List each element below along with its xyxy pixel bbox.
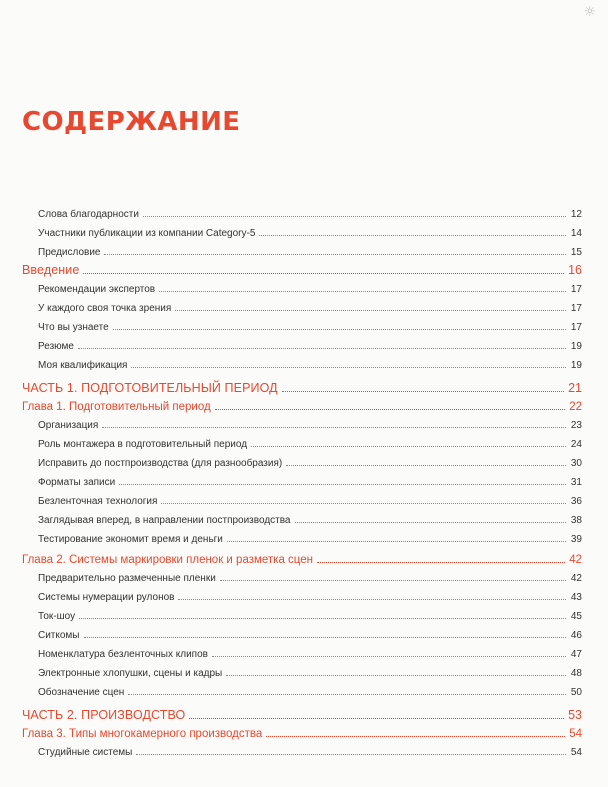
toc-entry bbox=[22, 648, 582, 661]
toc-entry bbox=[22, 400, 582, 414]
dot-leader bbox=[131, 359, 566, 368]
toc-entry-page: 48 bbox=[570, 668, 582, 679]
toc-entry bbox=[22, 667, 582, 680]
corner-mark: ☼ bbox=[583, 4, 596, 20]
toc-entry-title: Глава 3. Типы многокамерного производства bbox=[22, 728, 263, 740]
toc-entry-title: Введение bbox=[22, 263, 80, 277]
dot-leader bbox=[295, 514, 567, 523]
dot-leader bbox=[102, 419, 566, 428]
toc-entry-title: Тестирование экономит время и деньги bbox=[38, 534, 223, 545]
toc-entry bbox=[22, 438, 582, 451]
toc-entry-title: ЧАСТЬ 1. ПОДГОТОВИТЕЛЬНЫЙ ПЕРИОД bbox=[22, 381, 278, 395]
toc-entry-page: 30 bbox=[570, 458, 582, 469]
toc-entry-title: Глава 2. Системы маркировки пленок и разметка сцен bbox=[22, 554, 314, 566]
dot-leader bbox=[159, 283, 566, 292]
toc-entry bbox=[22, 746, 582, 759]
toc-entry-page: 42 bbox=[570, 573, 582, 584]
toc-entry-page: 21 bbox=[568, 381, 582, 395]
toc-entry-page: 46 bbox=[570, 630, 582, 641]
toc-entry-page: 23 bbox=[570, 420, 582, 431]
toc-entry bbox=[22, 208, 582, 221]
toc-entry bbox=[22, 708, 582, 723]
toc-entry-page: 17 bbox=[570, 322, 582, 333]
toc-entry-title: У каждого своя точка зрения bbox=[38, 303, 172, 314]
toc-entry-title: Что вы узнаете bbox=[38, 322, 109, 333]
toc-entry-page: 19 bbox=[570, 360, 582, 371]
toc-entry-page: 19 bbox=[570, 341, 582, 352]
dot-leader bbox=[178, 591, 566, 600]
dot-leader bbox=[226, 667, 566, 676]
dot-leader bbox=[136, 746, 566, 755]
toc-entry-title: Исправить до постпроизводства (для разнообразия) bbox=[38, 458, 283, 469]
toc-entry-title: Системы нумерации рулонов bbox=[38, 592, 175, 603]
dot-leader bbox=[83, 265, 564, 274]
toc-entry bbox=[22, 686, 582, 699]
toc-entry-title: Ток-шоу bbox=[38, 611, 76, 622]
dot-leader bbox=[212, 648, 566, 657]
dot-leader bbox=[189, 710, 564, 719]
toc-entry bbox=[22, 514, 582, 527]
dot-leader bbox=[282, 383, 564, 392]
dot-leader bbox=[79, 610, 566, 619]
dot-leader bbox=[143, 208, 566, 217]
toc-entry-title: ЧАСТЬ 2. ПРОИЗВОДСТВО bbox=[22, 708, 186, 722]
toc-entry-page: 54 bbox=[570, 747, 582, 758]
toc-entry-title: Студийные системы bbox=[38, 747, 133, 758]
toc-entry-title: Ситкомы bbox=[38, 630, 80, 641]
toc-entry bbox=[22, 495, 582, 508]
toc-entry-page: 43 bbox=[570, 592, 582, 603]
toc-entry bbox=[22, 572, 582, 585]
toc-entry-title: Организация bbox=[38, 420, 99, 431]
toc-entry bbox=[22, 476, 582, 489]
toc-entry bbox=[22, 227, 582, 240]
dot-leader bbox=[119, 476, 566, 485]
toc-entry bbox=[22, 246, 582, 259]
toc-entry-page: 39 bbox=[570, 534, 582, 545]
dot-leader bbox=[286, 457, 566, 466]
toc-entry-title: Электронные хлопушки, сцены и кадры bbox=[38, 668, 223, 679]
toc-entry-page: 12 bbox=[570, 209, 582, 220]
toc-entry-title: Заглядывая вперед, в направлении постпроизводства bbox=[38, 515, 291, 526]
toc-entry bbox=[22, 610, 582, 623]
toc-entry-page: 24 bbox=[570, 439, 582, 450]
toc-entry-title: Участники публикации из компании Category-5 bbox=[38, 228, 256, 239]
toc-entry-page: 17 bbox=[570, 303, 582, 314]
toc-entry bbox=[22, 340, 582, 353]
toc-entry-page: 36 bbox=[570, 496, 582, 507]
dot-leader bbox=[104, 246, 566, 255]
toc-entry bbox=[22, 533, 582, 546]
toc-entry-page: 47 bbox=[570, 649, 582, 660]
toc-entry bbox=[22, 457, 582, 470]
toc-entry bbox=[22, 283, 582, 296]
toc-entry-page: 22 bbox=[569, 401, 582, 413]
toc-entry-page: 54 bbox=[569, 728, 582, 740]
toc-entry-title: Номенклатура безленточных клипов bbox=[38, 649, 208, 660]
page-title: СОДЕРЖАНИЕ bbox=[22, 107, 241, 137]
dot-leader bbox=[161, 495, 566, 504]
toc-entry-title: Безленточная технология bbox=[38, 496, 158, 507]
toc-entry-page: 15 bbox=[570, 247, 582, 258]
toc-entry-page: 42 bbox=[569, 554, 582, 566]
toc-entry-title: Моя квалификация bbox=[38, 360, 128, 371]
toc-entry-title: Слова благодарности bbox=[38, 209, 139, 220]
toc-entry bbox=[22, 591, 582, 604]
dot-leader bbox=[128, 686, 566, 695]
dot-leader bbox=[220, 572, 566, 581]
dot-leader bbox=[215, 401, 566, 410]
toc-entry bbox=[22, 381, 582, 396]
toc-entry-page: 50 bbox=[570, 687, 582, 698]
dot-leader bbox=[227, 533, 566, 542]
toc-entry-page: 38 bbox=[570, 515, 582, 526]
toc-entry-title: Резюме bbox=[38, 341, 74, 352]
toc-entry-title: Рекомендации экспертов bbox=[38, 284, 156, 295]
dot-leader bbox=[113, 321, 566, 330]
toc-entry-page: 16 bbox=[568, 263, 582, 277]
toc-entry-page: 53 bbox=[568, 708, 582, 722]
toc-entry-title: Форматы записи bbox=[38, 477, 116, 488]
toc-entry-page: 45 bbox=[570, 611, 582, 622]
toc-entry-title: Глава 1. Подготовительный период bbox=[22, 401, 211, 413]
toc-entry bbox=[22, 321, 582, 334]
dot-leader bbox=[266, 728, 565, 737]
dot-leader bbox=[251, 438, 566, 447]
toc-entry bbox=[22, 629, 582, 642]
toc-entry bbox=[22, 302, 582, 315]
toc-entry-title: Предисловие bbox=[38, 247, 101, 258]
toc-entry-title: Роль монтажера в подготовительный период bbox=[38, 439, 248, 450]
dot-leader bbox=[259, 227, 566, 236]
toc-entry bbox=[22, 553, 582, 567]
table-of-contents bbox=[22, 208, 582, 759]
toc-entry-page: 14 bbox=[570, 228, 582, 239]
toc-entry bbox=[22, 359, 582, 372]
toc-entry-page: 17 bbox=[570, 284, 582, 295]
toc-entry bbox=[22, 263, 582, 278]
dot-leader bbox=[175, 302, 566, 311]
toc-entry-page: 31 bbox=[570, 477, 582, 488]
dot-leader bbox=[84, 629, 567, 638]
toc-entry bbox=[22, 419, 582, 432]
toc-entry-title: Предварительно размеченные пленки bbox=[38, 573, 216, 584]
toc-entry-title: Обозначение сцен bbox=[38, 687, 125, 698]
dot-leader bbox=[78, 340, 566, 349]
toc-entry bbox=[22, 727, 582, 741]
dot-leader bbox=[317, 554, 565, 563]
